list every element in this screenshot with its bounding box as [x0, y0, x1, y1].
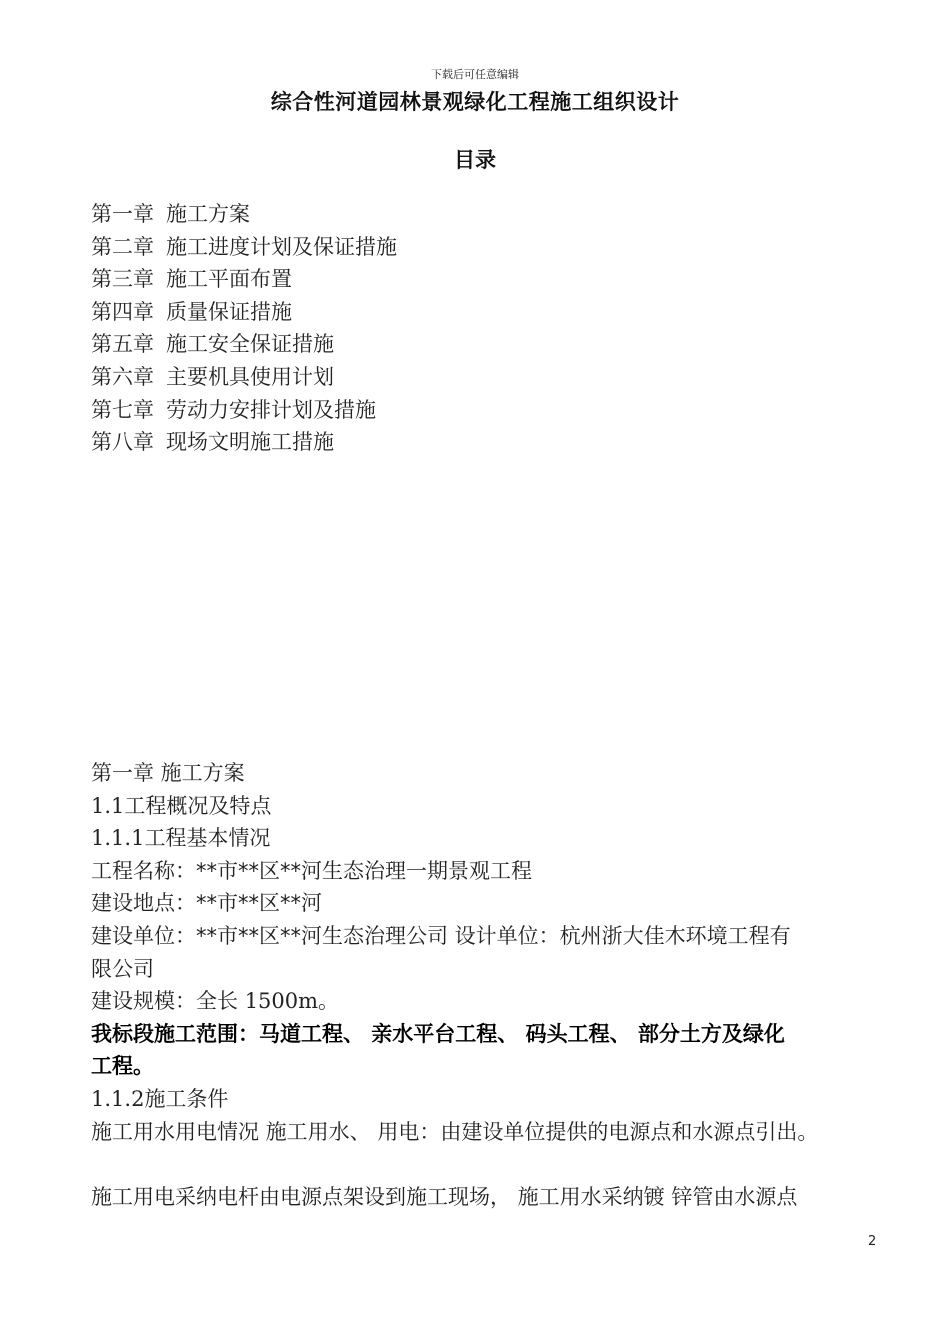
toc-item-label: 施工进度计划及保证措施 — [166, 234, 397, 259]
page-number: 2 — [868, 1234, 877, 1249]
chapter-heading: 第一章 施工方案 — [91, 761, 245, 785]
conditions-line-1: 施工用水用电情况 施工用水、 用电：由建设单位提供的电源点和水源点引出。 — [91, 1119, 819, 1144]
toc-item-number: 第七章 — [91, 397, 154, 422]
toc-item-label: 现场文明施工措施 — [166, 430, 334, 455]
units-line-2: 限公司 — [91, 956, 154, 981]
section-label: 施工条件 — [144, 1086, 229, 1111]
toc-item-number: 第五章 — [91, 332, 154, 357]
scope-line-2: 工程。 — [91, 1054, 154, 1079]
conditions-line-2: 施工用电采纳电杆由电源点架设到施工现场， 施工用水采纳镀 锌管由水源点 — [91, 1184, 798, 1209]
document-title: 综合性河道园林景观绿化工程施工组织设计 — [270, 90, 680, 114]
toc-item-5[interactable] — [91, 328, 397, 361]
toc-item-label: 施工方案 — [166, 202, 250, 226]
toc-heading: 目录 — [454, 148, 496, 172]
scope-line-1: 我标段施工范围：马道工程、 亲水平台工程、 码头工程、 部分土方及绿化 — [91, 1021, 785, 1046]
toc-item-number: 第八章 — [91, 430, 154, 455]
toc-item-3[interactable] — [91, 263, 397, 296]
toc-item-7[interactable] — [91, 394, 397, 427]
toc-item-label: 施工平面布置 — [166, 267, 292, 292]
section-number: 1.1.1 — [91, 826, 145, 851]
scale-line — [91, 985, 891, 1018]
chapter-one-body — [91, 757, 891, 1213]
toc-item-8[interactable] — [91, 426, 397, 459]
toc-item-number: 第三章 — [91, 267, 154, 292]
toc-item-label: 劳动力安排计划及措施 — [166, 397, 376, 422]
toc-item-label: 主要机具使用计划 — [166, 364, 334, 389]
section-label: 工程基本情况 — [144, 826, 271, 851]
toc-item-number: 第四章 — [91, 299, 154, 324]
header-note: 下载后可任意编辑 — [431, 68, 519, 81]
toc-item-2[interactable] — [91, 231, 397, 264]
toc-item-4[interactable] — [91, 296, 397, 329]
paragraph-gap — [91, 1148, 891, 1181]
section-1-1-1-heading — [91, 822, 891, 855]
toc-item-label: 施工安全保证措施 — [166, 332, 334, 357]
scale-label: 建设规模：全长 — [91, 989, 238, 1014]
section-number: 1.1.2 — [91, 1086, 145, 1111]
section-1-1-2-heading — [91, 1083, 891, 1116]
scale-value: 1500m。 — [244, 989, 340, 1014]
toc-item-6[interactable] — [91, 361, 397, 394]
section-number: 1.1 — [91, 793, 125, 818]
toc-item-number: 第二章 — [91, 234, 154, 259]
toc-item-number: 第一章 — [91, 202, 154, 226]
location-line: 建设地点：**市**区**河 — [91, 891, 322, 916]
toc-item-number: 第六章 — [91, 364, 154, 389]
toc-item-label: 质量保证措施 — [166, 299, 292, 324]
section-1-1-heading — [91, 790, 891, 823]
project-name-line: 工程名称：**市**区**河生态治理一期景观工程 — [91, 858, 532, 883]
table-of-contents — [91, 198, 397, 459]
section-label: 工程概况及特点 — [124, 793, 272, 818]
toc-item-1[interactable] — [91, 198, 397, 231]
units-line-1: 建设单位：**市**区**河生态治理公司 设计单位：杭州浙大佳木环境工程有 — [91, 923, 791, 948]
